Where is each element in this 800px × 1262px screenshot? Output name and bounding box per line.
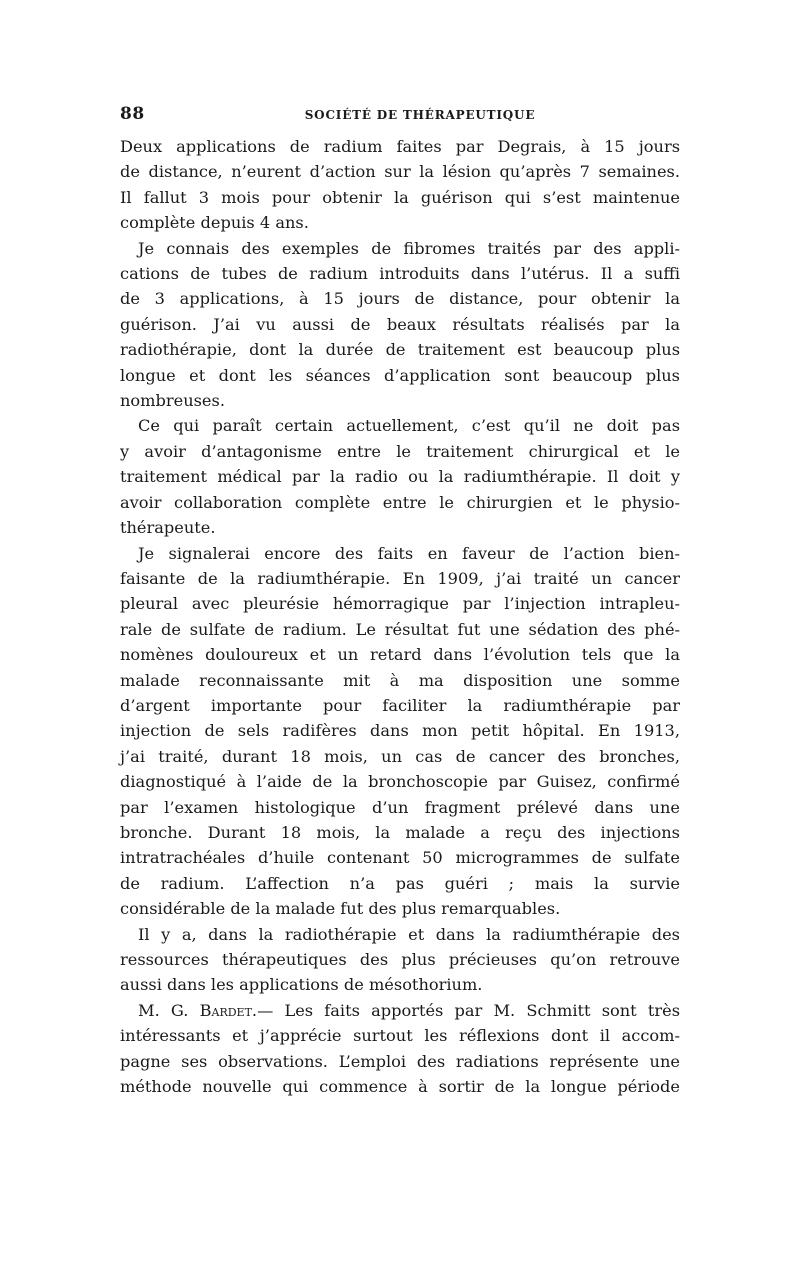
text-line: de 3 applications, à 15 jours de distance, pour obtenir la — [120, 289, 680, 309]
paragraph — [120, 134, 680, 236]
text-line: pagne ses observations. L’emploi des radiations représente une — [120, 1051, 680, 1071]
paragraph — [120, 236, 680, 414]
speaker-name: M. G. Bardet. — [138, 1000, 258, 1020]
paragraph — [120, 922, 680, 998]
paragraph — [120, 413, 680, 540]
text-line: cations de tubes de radium introduits dans l’utérus. Il a suffi — [120, 264, 680, 284]
page-header — [120, 104, 680, 132]
text-line: par l’examen histologique d’un fragment prélevé dans une — [120, 797, 680, 817]
text-line: faisante de la radiumthérapie. En 1909, j’ai traité un cancer — [120, 568, 680, 588]
text-line: intratrachéales d’huile contenant 50 microgrammes de sulfate — [120, 848, 680, 868]
text-line: Je connais des exemples de fibromes traités par des appli- — [138, 238, 680, 258]
text-line: considérable de la malade fut des plus remarquables. — [120, 899, 561, 919]
text-line: méthode nouvelle qui commence à sortir de la longue période — [120, 1077, 680, 1097]
text-line: ressources thérapeutiques des plus précieuses qu’on retrouve — [120, 950, 680, 969]
text-line: injection de sels radifères dans mon petit hôpital. En 1913, — [120, 721, 680, 741]
text-line: bronche. Durant 18 mois, la malade a reçu des injections — [120, 822, 680, 842]
text-fragment: — Les faits apportés par M. Schmitt sont très — [257, 1000, 680, 1020]
text-line: nombreuses. — [120, 391, 225, 411]
text-line: traitement médical par la radio ou la radiumthérapie. Il doit y — [120, 467, 680, 487]
text-line: pleural avec pleurésie hémorragique par l’injection intrapleu- — [120, 594, 680, 614]
text-line: complète depuis 4 ans. — [120, 213, 309, 233]
text-line: Il fallut 3 mois pour obtenir la guérison qui s’est maintenue — [120, 187, 680, 207]
text-line: de radium. L’affection n’a pas guéri ; mais la survie — [120, 873, 680, 893]
text-line: j’ai traité, durant 18 mois, un cas de cancer des bronches, — [120, 746, 680, 766]
paragraph — [120, 541, 680, 922]
text-line: intéressants et j’apprécie surtout les réflexions dont il accom- — [120, 1026, 680, 1046]
text-line: y avoir d’antagonisme entre le traitement chirurgical et le — [120, 441, 680, 461]
running-head: SOCIÉTÉ DE THÉRAPEUTIQUE — [304, 108, 536, 122]
text-line: aussi dans les applications de mésothorium. — [120, 975, 483, 995]
text-line: guérison. J’ai vu aussi de beaux résultats réalisés par la — [120, 314, 680, 334]
text-line: nomènes douloureux et un retard dans l’évolution tels que la — [120, 645, 680, 665]
text-line: malade reconnaissante mit à ma disposition une somme — [120, 670, 680, 690]
text-line: radiothérapie, dont la durée de traitement est beaucoup plus — [120, 340, 680, 360]
book-page — [120, 104, 680, 1099]
text-line: thérapeute. — [120, 518, 216, 538]
text-line: Il y a, dans la radiothérapie et dans la radiumthérapie des — [138, 924, 680, 944]
text-line: Ce qui paraît certain actuellement, c’est qu’il ne doit pas — [138, 416, 680, 436]
text-line — [120, 998, 680, 1023]
page-number: 88 — [120, 104, 145, 124]
paragraph — [120, 998, 680, 1100]
text-line: longue et dont les séances d’application sont beaucoup plus — [120, 365, 680, 385]
text-line: de distance, n’eurent d’action sur la lésion qu’après 7 semaines. — [120, 162, 680, 182]
text-line: avoir collaboration complète entre le chirurgien et le physio- — [120, 492, 680, 512]
text-line: diagnostiqué à l’aide de la bronchoscopie par Guisez, confirmé — [120, 772, 680, 792]
text-line: Deux applications de radium faites par Degrais, à 15 jours — [120, 137, 680, 156]
text-line: d’argent importante pour faciliter la radiumthérapie par — [120, 695, 680, 715]
text-line: Je signalerai encore des faits en faveur de l’action bien- — [138, 543, 680, 563]
text-line: rale de sulfate de radium. Le résultat fut une sédation des phé- — [120, 619, 680, 639]
